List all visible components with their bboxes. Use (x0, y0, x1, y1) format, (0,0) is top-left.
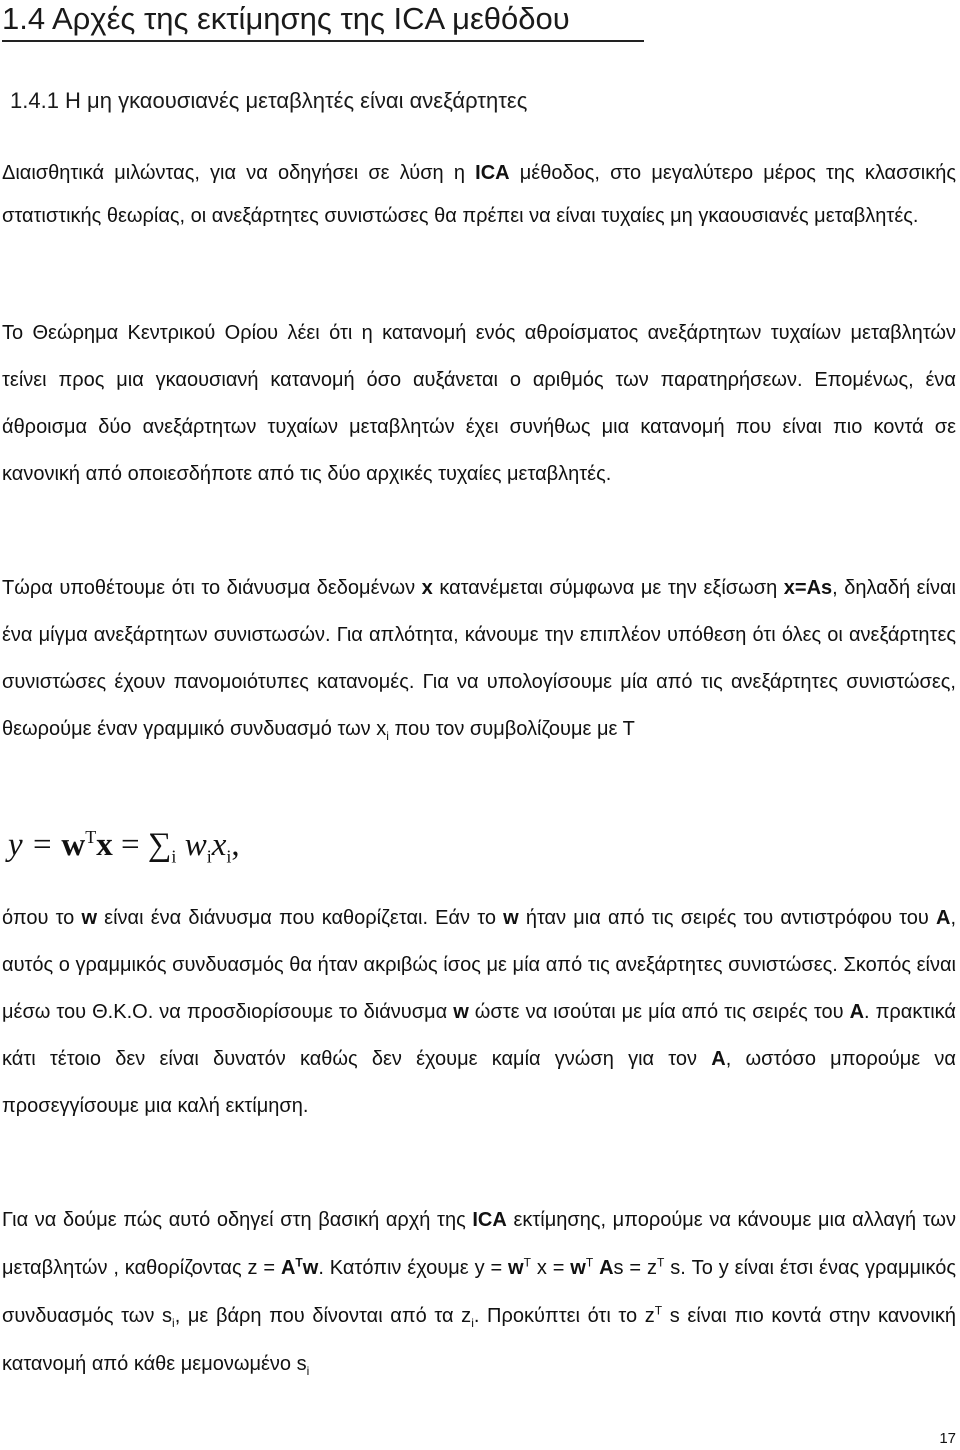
text-run: , δηλαδή είναι ένα μίγμα ανεξάρτητων συνιστωσών. Για απλότητα, κάνουμε την επιπλέον υπόθεση ότι όλες οι ανεξάρτητες συνιστώσες έχουν πανομοιότυπες κατανομές. Για να υπολογίσουμε μία από τις ανεξάρτητες συνιστώσες, θεωρούμε έναν γραμμικό συνδυασμό των x (2, 577, 956, 740)
formula-x: x (96, 827, 113, 863)
bold-w: w (453, 1001, 469, 1023)
formula-xi: x (211, 827, 227, 863)
formula-linear-combination (8, 820, 240, 870)
bold-a: A (711, 1048, 726, 1070)
text-run: s είναι πιο κοντά στην κανονική κατανομή από κάθε μεμονωμένο s (2, 1305, 956, 1375)
paragraph-central-limit-theorem: Το Θεώρημα Κεντρικού Ορίου λέει ότι η κατανομή ενός αθροίσματος ανεξάρτητων τυχαίων μεταβλητών τείνει προς μια γκαουσιανή κατανομή όσο αυξάνεται ο αριθμός των παρατηρήσεων. Επομένως, ένα άθροισμα δύο ανεξάρτητων τυχαίων μεταβλητών έχει συνήθως μια κατανομή που είναι πιο κοντά σε κανονική από οποιεσδήποτε από τις δύο αρχικές τυχαίες μεταβλητές. (2, 322, 956, 485)
formula-wi: w (176, 827, 207, 863)
text-run: x = (530, 1257, 571, 1279)
bold-term-ica: ICA (475, 162, 510, 184)
subsection-title: 1.4.1 Η μη γκαουσιανές μεταβλητές είναι ανεξάρτητες (10, 88, 528, 113)
text-run: μέθοδος, στο μεγαλύτερο μέρος της κλασσικής στατιστικής θεωρίας, οι ανεξάρτητες συνιστώσες θα πρέπει να είναι τυχαίες μη γκαουσιανές μεταβλητές. (2, 162, 957, 227)
paragraph-intuition (2, 152, 956, 238)
formula-lhs: y = (8, 827, 62, 863)
text-run: ήταν μια από τις σειρές του αντιστρόφου του (518, 907, 936, 929)
bold-term-ica: ICA (472, 1209, 507, 1231)
text-run: s = z (613, 1257, 657, 1279)
bold-equation-x-as: x=As (783, 577, 833, 599)
paragraph-weight-vector (2, 895, 956, 1130)
text-run: Για να δούμε πώς αυτό οδηγεί στη βασική αρχή της (2, 1209, 473, 1231)
formula-wi-index: i (206, 846, 212, 867)
superscript-t: T (523, 1255, 531, 1270)
bold-w: w (508, 1257, 524, 1279)
subscript-i: i (306, 1364, 310, 1378)
paragraph-ica-principle (2, 1196, 956, 1388)
text-run: , με βάρη που δίνονται από τα z (174, 1305, 472, 1327)
bold-a: A (280, 1257, 296, 1279)
text-run: Διαισθητικά μιλώντας, για να οδηγήσει σε λύση η (2, 162, 476, 184)
bold-w: w (570, 1257, 586, 1279)
text-run: . πρακτικά κάτι τέτοιο δεν είναι δυνατόν καθώς δεν έχουμε καμία γνώση για τον (2, 1001, 956, 1070)
superscript-t: T (657, 1255, 665, 1270)
text-run: . Κατόπιν έχουμε y = (318, 1257, 509, 1279)
superscript-t: T (654, 1303, 663, 1318)
superscript-t: T (295, 1255, 303, 1270)
subscript-i: i (172, 1316, 175, 1330)
text-run: . Προκύπτει ότι το z (473, 1305, 655, 1327)
text-run: , ωστόσο μπορούμε να προσεγγίσουμε μια καλή εκτίμηση. (2, 1048, 956, 1117)
bold-w: w (503, 907, 519, 929)
text-run: , αυτός ο γραμμικός συνδυασμός θα ήταν ακριβώς ίσος με μία από τις ανεξάρτητες συνιστώσες. Σκοπός είναι μέσω του Θ.Κ.Ο. να προσδιορίσουμε το διάνυσμα (2, 907, 957, 1023)
formula-sum-symbol: ∑ (147, 827, 172, 863)
text-run: είναι ένα διάνυσμα που καθορίζεται. Εάν το (97, 907, 504, 929)
bold-a: A (849, 1001, 865, 1023)
section-title: 1.4 Αρχές της εκτίμησης της ICA μεθόδου (2, 0, 644, 42)
formula-sum-index: i (171, 846, 177, 867)
subscript-i: i (471, 1316, 474, 1330)
superscript-t: T (585, 1255, 594, 1270)
text-run: εκτίμησης, μπορούμε να κάνουμε μια αλλαγή των μεταβλητών , καθορίζοντας z = (2, 1209, 956, 1279)
bold-vector-x: x (421, 577, 433, 599)
text-run: όπου το (2, 907, 82, 929)
text-run: κατανέμεται σύμφωνα με την εξίσωση (432, 577, 784, 599)
text-run: s. Το y είναι έτσι ένας γραμμικός συνδυασμός των s (2, 1257, 957, 1327)
text-run: που τον συμβολίζουμε με Τ (388, 718, 635, 740)
paragraph-mixing-model (2, 565, 956, 753)
formula-comma: , (231, 827, 240, 863)
bold-a: A (599, 1257, 614, 1279)
text-run: ώστε να ισούται με μία από τις σειρές του (468, 1001, 850, 1023)
subscript-i: i (386, 729, 389, 743)
bold-w: w (302, 1257, 319, 1279)
formula-equals: = (112, 827, 148, 863)
formula-w: w (61, 827, 86, 863)
text-run: Τώρα υποθέτουμε ότι το διάνυσμα δεδομένων (2, 577, 422, 599)
formula-transpose: T (85, 827, 97, 847)
bold-a: A (936, 907, 951, 929)
page-number: 17 (939, 1430, 956, 1447)
bold-w: w (81, 907, 98, 929)
formula-xi-index: i (226, 846, 232, 867)
